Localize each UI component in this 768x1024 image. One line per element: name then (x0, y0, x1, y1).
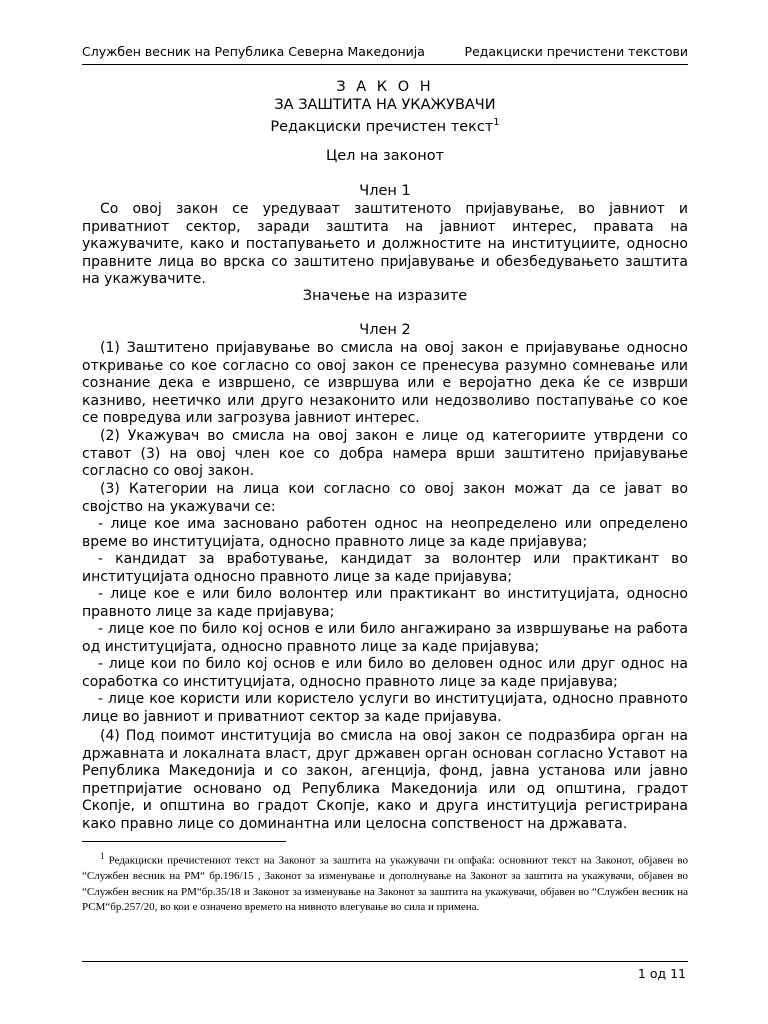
article-1-heading: Член 1 (359, 183, 411, 199)
footnote-reference[interactable]: 1 (493, 117, 500, 128)
article-2-paragraph-2: (2) Укажувач во смисла на овој закон е лице од категориите утврдени со ставот (3) на овој член кое со добра намера врши заштитено пријавување согласно со овој закон. (82, 428, 688, 480)
header-journal-name: Службен весник на Република Северна Македонија (82, 44, 425, 59)
list-item: - лице кое по било кој основ е или било ангажирано за извршување на работа од институцијата, односно правното лице за каде пријавува; (82, 621, 688, 655)
footnote (82, 849, 688, 916)
article-2-paragraph-1: (1) Заштитено пријавување во смисла на овој закон е пријавување односно откривање со кое согласно со овој закон се пренесува разумно сомневање или сознание дека е извршено, се извршува или е веројатно дека ќе се изврши казниво, неетичко или друго незаконито или недозволиво постапување со кое се повредува или загрозува јавниот интерес. (82, 340, 688, 427)
section-heading-definitions: Значење на изразите (302, 288, 468, 304)
article-2-paragraph-3: (3) Категории на лица кои согласно со овој закон можат да се јават во својство на укажувачи се: (82, 481, 688, 515)
footer-separator (82, 961, 688, 962)
list-item: - лице кои по било кој основ е или било во деловен однос или друг однос на соработка со институцијата, односно правното лице за каде пријавува; (82, 656, 688, 690)
footnote-separator (82, 841, 286, 842)
list-item: - лице кое е или било волонтер или практикант во институцијата, односно правното лице за каде пријавува; (82, 586, 688, 620)
title-subtitle (82, 114, 688, 136)
title-law-name: ЗА ЗАШТИТА НА УКАЖУВАЧИ (274, 97, 496, 113)
title-law: З А К О Н (336, 79, 434, 95)
page-number: 1 од 11 (637, 966, 686, 981)
article-2-heading: Член 2 (359, 322, 411, 338)
footnote-text: Редакциски пречистениот текст на Законот за заштита на укажувачи ги опфаќа: основниот текст на Законот, објавен во “Службен весник на РМ“ бр.196/15 , Законот за изменување и дополнување на Законот за заштита на укажувачи, објавен во “Службен весник на РМ“бр.35/18 и Законот за изменување на Законот за заштита на укажувачи, објавен во “Службен весник на РСМ“бр.257/20, во кои е означено времето на нивното влегување во сила и примена. (82, 854, 688, 914)
subtitle-text: Редакциски пречистен текст (270, 118, 494, 135)
running-header (82, 44, 688, 65)
list-item: - кандидат за вработување, кандидат за волонтер или практикант во институцијата односно правното лице за каде пријавува; (82, 551, 688, 585)
article-1-text: Со овој закон се уредуваат заштитеното пријавување, во јавниот и приватниот сектор, заради заштита на јавниот интерес, правата на укажувачите, како и постапувањето и должностите на институциите, односно правните лица во врска со заштитено пријавување и обезбедувањето заштита на укажувачите. (82, 201, 688, 288)
article-2-paragraph-4: (4) Под поимот институција во смисла на овој закон се подразбира орган на државната и локалната власт, друг државен орган основан согласно Уставот на Република Македонија и со закон, агенција, фонд, јавна установа или јавно претпријатие основано од Република Македонија или од општина, градот Скопје, и општина во градот Скопје, како и друга институција регистрирана како правно лице со доминантна или целосна сопственост на државата. (82, 728, 688, 832)
document-title-block (82, 78, 688, 136)
list-item: - лице кое има засновано работен однос на неопределено или определено време во институцијата, односно правното лице за каде пријавува; (82, 516, 688, 550)
section-heading-purpose: Цел на законот (325, 148, 445, 164)
footnote-mark: 1 (100, 851, 105, 861)
header-section-name: Редакциски пречистени текстови (464, 44, 688, 59)
list-item: - лице кое користи или користело услуги во институцијата, односно правното лице во јавниот и приватниот сектор за каде пријавува. (82, 691, 688, 725)
